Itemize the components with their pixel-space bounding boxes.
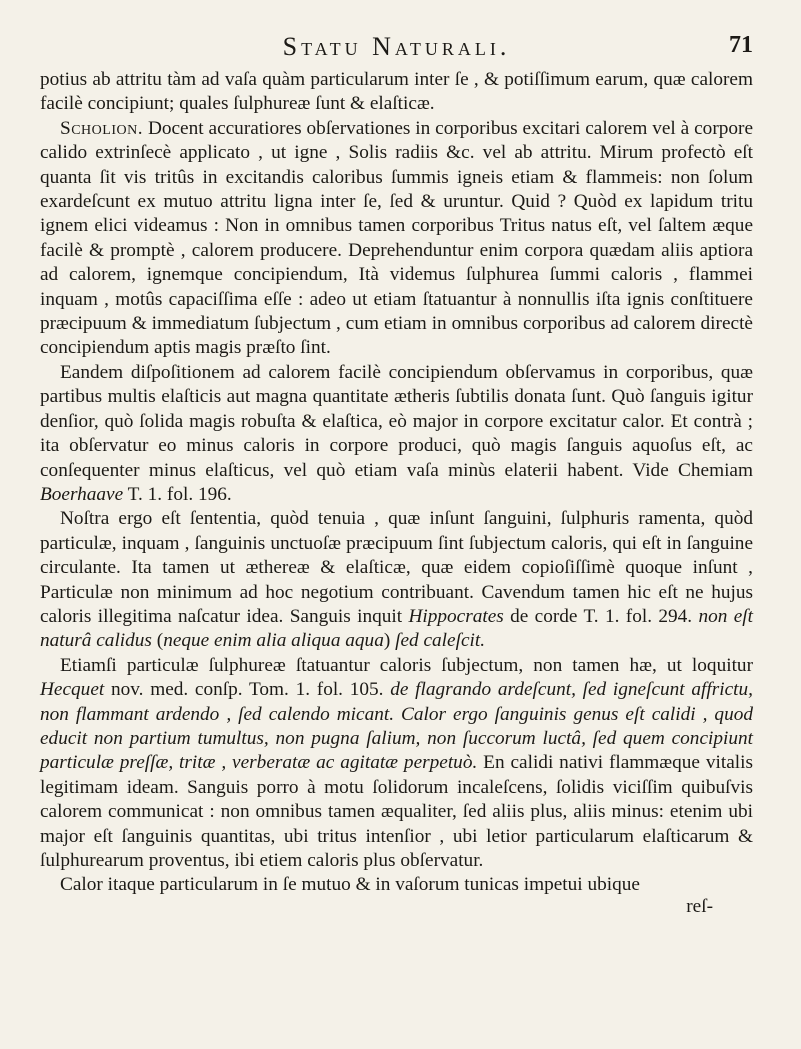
- page-number: 71: [729, 32, 753, 58]
- smallcaps-text: Scholion.: [60, 117, 144, 139]
- paragraph: [40, 654, 753, 874]
- catchword: reſ-: [686, 895, 713, 917]
- italic-text: neque enim alia aliqua aqua: [163, 630, 384, 652]
- text-run: ): [383, 630, 396, 652]
- paragraph: [40, 873, 753, 897]
- italic-text: de flagrando ardeſcunt, ſed igneſcunt affrictu, non flammant ardendo , ſed calendo micant. Calor ergo ſanguinis genus eſt calidi , quod educit non partium tumultus, non pugna ſalium, non ſuccorum luctâ, ſed quem concipiunt particulæ preſſæ, tritæ , verberatæ ac agitatæ perpetuò.: [40, 679, 753, 774]
- text-run: Docent accuratiores obſervationes in corporibus excitari calorem vel à corpore calido extrinſecè applicato , ut igne , Solis radiis &c. vel ab attritu. Mirum profectò eſt quanta ſit vis tritûs in excitandis caloribus ſummis igneis etiam & flammeis: non ſolum exardeſcunt ex mutuo attritu ligna inter ſe, ſed & uruntur. Quid ? Quòd ex lapidum tritu ignem elici videamus : Non in omnibus tamen corporibus Tritus natus eſt, vel ſaltem æque facilè & promptè , calorem producere. Deprehenduntur enim corpora quædam aliis aptiora ad calorem, ignemque concipiendum, Ità videmus ſulphurea ſummi caloris , flammei inquam , motûs capaciſſima eſſe : adeo ut etiam ſtatuantur à nonnullis iſta ignis conſtituere præcipuum & immediatum ſubjectum , cum etiam in omnibus corporibus ad calorem directè concipiendum aptis magis præſto ſint.: [40, 117, 753, 359]
- paragraph: [40, 507, 753, 653]
- italic-text: ſed caleſcit.: [395, 630, 486, 652]
- page-header: [40, 18, 753, 68]
- text-run: Calor itaque particularum in ſe mutuo & in vaſorum tunicas impetui ubique: [60, 874, 640, 896]
- italic-text: Hippocrates: [408, 605, 504, 627]
- text-run: En calidi nativi flammæque vitalis legitimam ideam. Sanguis porro à motu ſolidorum incaleſcens, ſolidis viciſſim quibuſvis calorem communicat : non omnibus tamen æqualiter, ſed aliis plus, aliis minus: etenim ubi major eſt ſanguinis quantitas, ubi tritus intenſior , ubi letior particularum elaſticarum & ſulphurearum proventus, ibi etiem caloris plus obſervatur.: [40, 752, 754, 871]
- text-run: de corde T. 1. fol. 294.: [503, 605, 699, 627]
- italic-text: non eſt naturâ calidus: [40, 605, 753, 652]
- text-run: T. 1. fol. 196.: [123, 483, 232, 505]
- italic-text: Boerhaave: [40, 483, 124, 505]
- text-run: Eandem diſpoſitionem ad calorem facilè concipiendum obſervamus in corporibus, quæ partibus multis elaſticis aut magna quantitate ætheris ſubtilis donata ſunt. Quò ſanguis igitur denſior, quò ſolida magis robuſta & elaſtica, eò major in corpore excitatur calor. Et contrà ; ita obſervatur eo minus caloris in corpore produci, quò magis ſanguis aquoſus eſt, ac conſequenter minus elaſticus, vel quò etiam vaſa minùs elaterii habent. Vide Chemiam: [40, 361, 753, 481]
- text-run: Etiamſi particulæ ſulphureæ ſtatuantur caloris ſubjectum, non tamen hæ, ut loquitur: [60, 654, 753, 676]
- text-run: potius ab attritu tàm ad vaſa quàm particularum inter ſe , & potiſſimum earum, quæ calorem facilè concipiunt; quales ſulphureæ ſunt & elaſticæ.: [40, 69, 753, 115]
- text-run: Noſtra ergo eſt ſententia, quòd tenuia , quæ inſunt ſanguini, ſulphuris ramenta, quòd particulæ, inquam , ſanguinis unctuoſæ præcipuum ſint ſubjectum caloris, qui eſt in ſanguine circulante. Ita tamen ut æthereæ & elaſticæ, quæ eidem copioſiſſimè quoque inſunt , Particulæ non minimum ad hoc negotium contribuant. Cavendum tamen hic eſt ne hujus caloris illegitima naſcatur idea. Sanguis inquit: [40, 508, 753, 627]
- running-head: Statu Naturali.: [282, 32, 511, 61]
- text-run: nov. med. conſp. Tom. 1. fol. 105.: [104, 679, 391, 701]
- page-body: [40, 68, 753, 898]
- paragraph: [40, 361, 753, 507]
- italic-text: Hecquet: [40, 679, 105, 701]
- text-run: (: [151, 630, 164, 652]
- paragraph: [40, 68, 753, 117]
- paragraph: [40, 117, 753, 361]
